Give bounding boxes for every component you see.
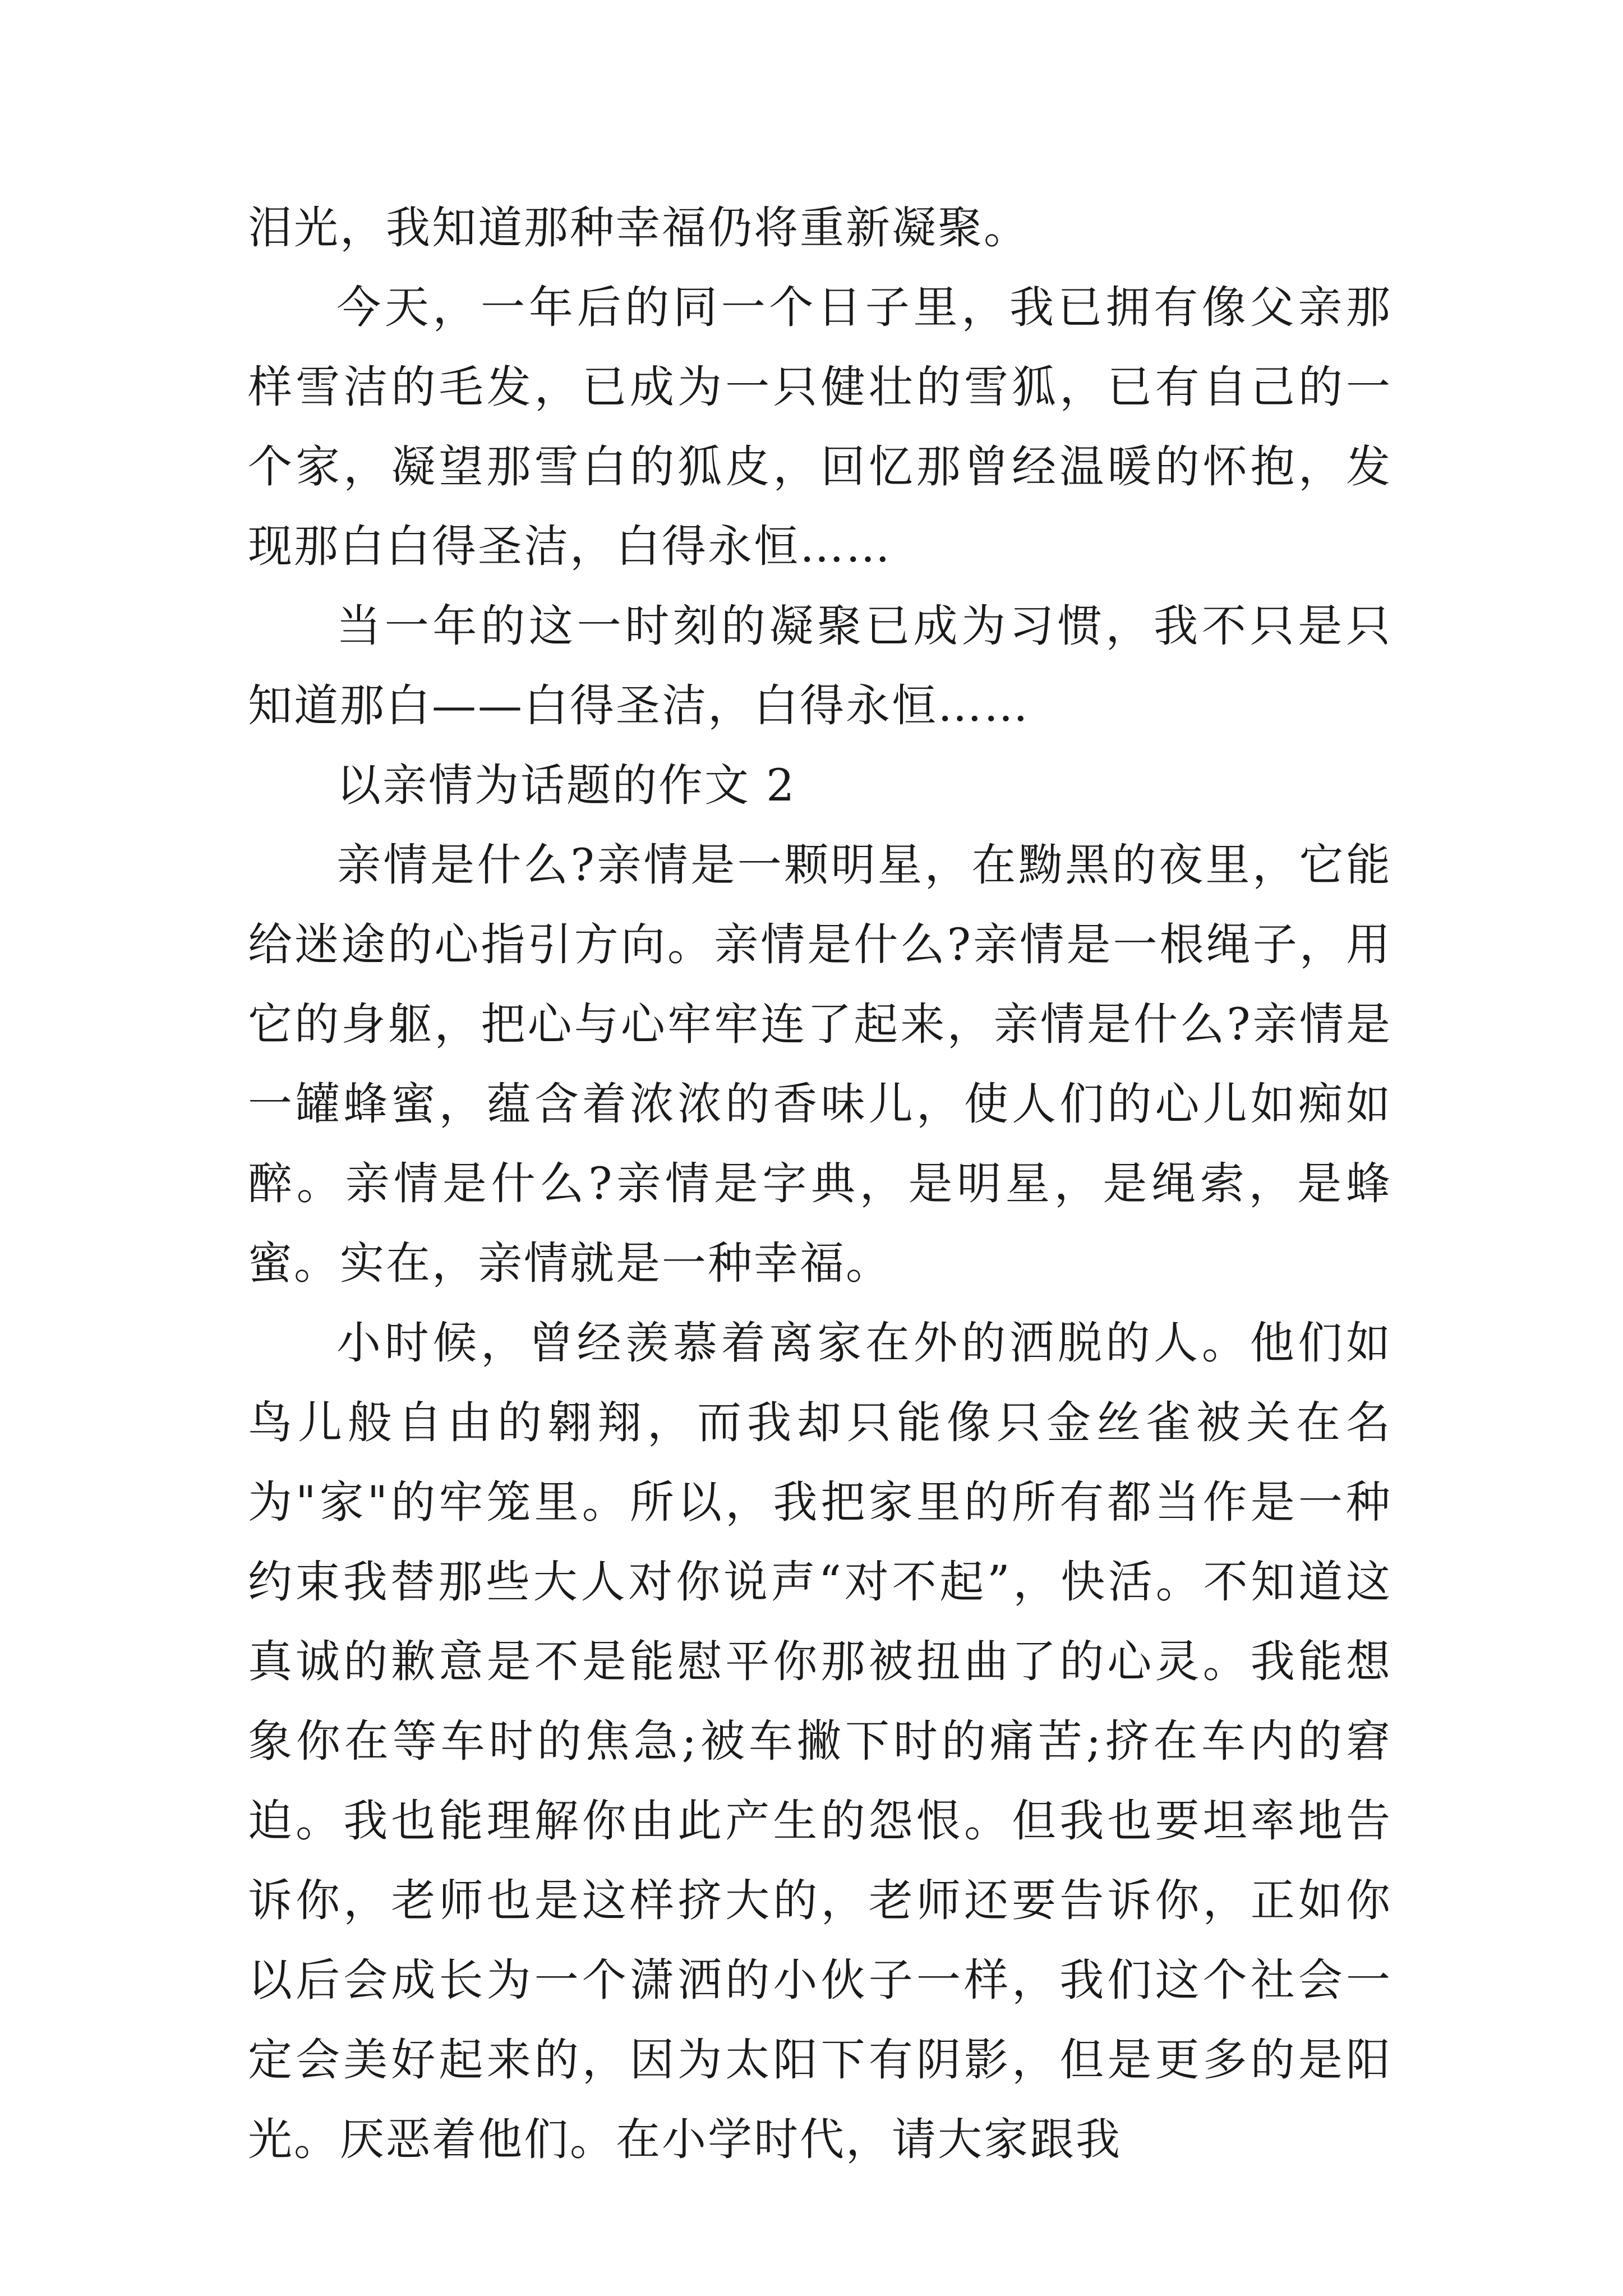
paragraph: 亲情是什么?亲情是一颗明星，在黝黑的夜里，它能给迷途的心指引方向。亲情是什么?亲情是一根绳子，用它的身躯，把心与心牢牢连了起来，亲情是什么?亲情是一罐蜂蜜，蕴含着浓浓的香味儿，使人们的心儿如痴如醉。亲情是什么?亲情是字典，是明星，是绳索，是蜂蜜。实在，亲情就是一种幸福。 [248, 839, 1392, 1289]
section-heading: 以亲情为话题的作文 2 [336, 760, 796, 811]
document-body [248, 188, 1392, 2179]
paragraph: 当一年的这一时刻的凝聚已成为习惯，我不只是只知道那白——白得圣洁，白得永恒…… [248, 600, 1392, 731]
paragraph: 今天，一年后的同一个日子里，我已拥有像父亲那样雪洁的毛发，已成为一只健壮的雪狐，已有自己的一个家，凝望那雪白的狐皮，回忆那曾经温暖的怀抱，发现那白白得圣洁，白得永恒…… [248, 282, 1392, 572]
paragraph-continuation: 泪光，我知道那种幸福仍将重新凝聚。 [248, 202, 1030, 254]
paragraph: 小时候，曾经羡慕着离家在外的洒脱的人。他们如鸟儿般自由的翱翔，而我却只能像只金丝雀被关在名为"家"的牢笼里。所以，我把家里的所有都当作是一种约束我替那些大人对你说声“对不起”，快活。不知道这真诚的歉意是不是能慰平你那被扭曲了的心灵。我能想象你在等车时的焦急;被车撇下时的痛苦;挤在车内的窘迫。我也能理解你由此产生的怨恨。但我也要坦率地告诉你，老师也是这样挤大的，老师还要告诉你，正如你以后会成长为一个潇洒的小伙子一样，我们这个社会一定会美好起来的，因为太阳下有阴影，但是更多的是阳光。厌恶着他们。在小学时代，请大家跟我 [248, 1317, 1392, 2165]
